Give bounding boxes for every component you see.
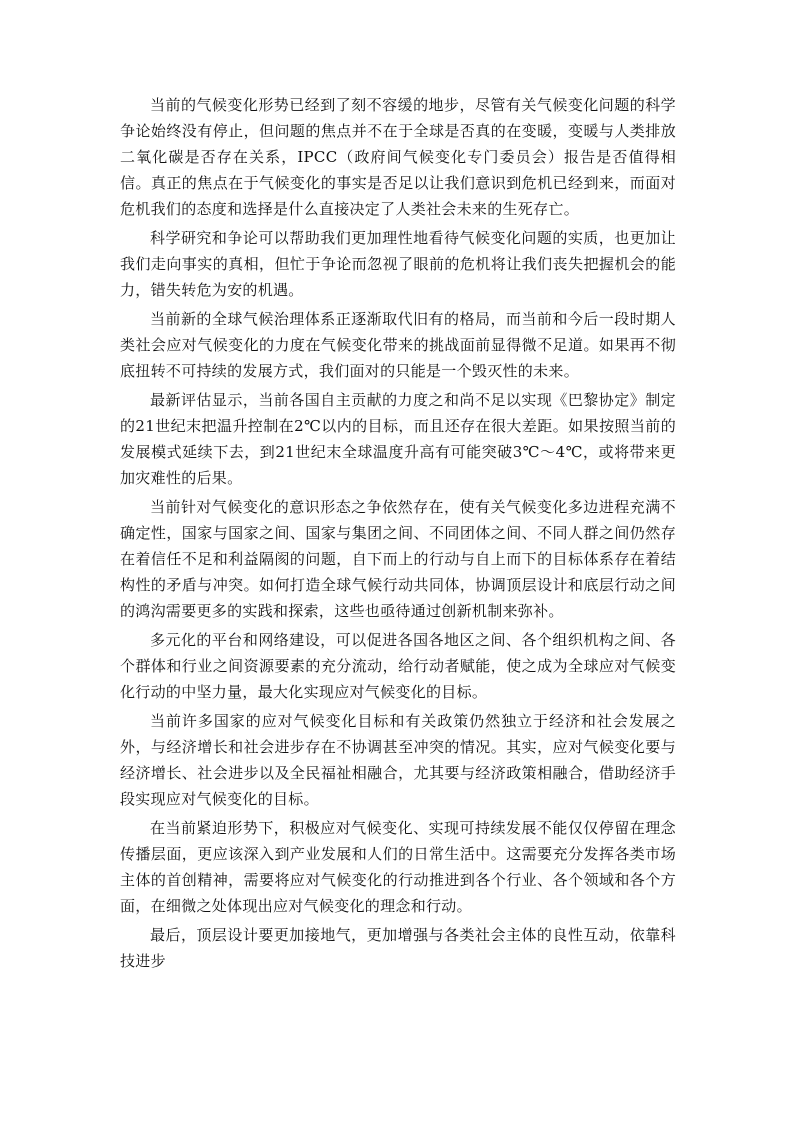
paragraph-9: 最后，顶层设计要更加接地气，更加增强与各类社会主体的良性互动，依靠科技进步 bbox=[120, 926, 676, 970]
paragraph-2: 科学研究和争论可以帮助我们更加理性地看待气候变化问题的实质，也更加让我们走向事实的真相，但忙于争论而忽视了眼前的危机将让我们丧失把握机会的能力，错失转危为安的机遇。 bbox=[120, 229, 676, 299]
paragraph-8: 在当前紧迫形势下，积极应对气候变化、实现可持续发展不能仅仅停留在理念传播层面，更应该深入到产业发展和人们的日常生活中。这需要充分发挥各类市场主体的首创精神，需要将应对气候变化的行动推进到各个行业、各个领域和各个方面，在细微之处体现出应对气候变化的理念和行动。 bbox=[120, 819, 676, 915]
paragraph-1: 当前的气候变化形势已经到了刻不容缓的地步，尽管有关气候变化问题的科学争论始终没有停止，但问题的焦点并不在于全球是否真的在变暖，变暖与人类排放二氧化碳是否存在关系，IPCC（政府间气候变化专门委员会）报告是否值得相信。真正的焦点在于气候变化的事实是否足以让我们意识到危机已经到来，而面对危机我们的态度和选择是什么直接决定了人类社会未来的生死存亡。 bbox=[120, 96, 676, 218]
document-page bbox=[120, 92, 676, 974]
paragraph-6: 多元化的平台和网络建设，可以促进各国各地区之间、各个组织机构之间、各个群体和行业之间资源要素的充分流动，给行动者赋能，使之成为全球应对气候变化行动的中坚力量，最大化实现应对气候变化的目标。 bbox=[120, 631, 676, 701]
paragraph-5: 当前针对气候变化的意识形态之争依然存在，使有关气候变化多边进程充满不确定性，国家与国家之间、国家与集团之间、不同团体之间、不同人群之间仍然存在着信任不足和利益隔阂的问题，自下而上的行动与自上而下的目标体系存在着结构性的矛盾与冲突。如何打造全球气候行动共同体，协调顶层设计和底层行动之间的鸿沟需要更多的实践和探索，这些也亟待通过创新机制来弥补。 bbox=[120, 498, 676, 620]
paragraph-3: 当前新的全球气候治理体系正逐渐取代旧有的格局，而当前和今后一段时期人类社会应对气候变化的力度在气候变化带来的挑战面前显得微不足道。如果再不彻底扭转不可持续的发展方式，我们面对的只能是一个毁灭性的未来。 bbox=[120, 310, 676, 380]
paragraph-4: 最新评估显示，当前各国自主贡献的力度之和尚不足以实现《巴黎协定》制定的21世纪末把温升控制在2℃以内的目标，而且还存在很大差距。如果按照当前的发展模式延续下去，到21世纪末全球温度升高有可能突破3℃～4℃，或将带来更加灾难性的后果。 bbox=[120, 391, 676, 487]
paragraph-7: 当前许多国家的应对气候变化目标和有关政策仍然独立于经济和社会发展之外，与经济增长和社会进步存在不协调甚至冲突的情况。其实，应对气候变化要与经济增长、社会进步以及全民福祉相融合，尤其要与经济政策相融合，借助经济手段实现应对气候变化的目标。 bbox=[120, 712, 676, 808]
